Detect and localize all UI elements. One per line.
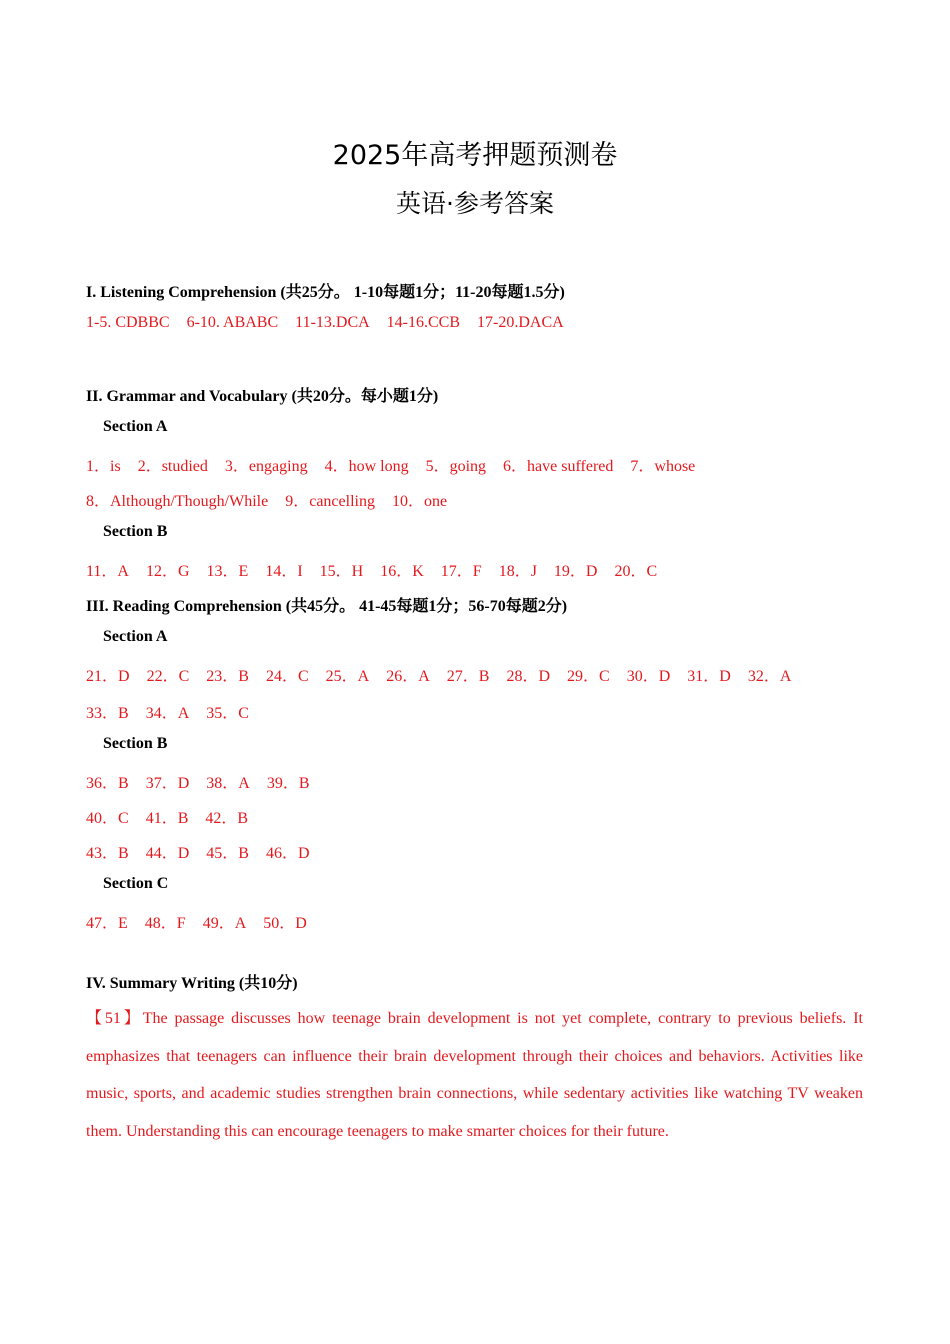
summary-label: 【51】 bbox=[86, 1010, 143, 1027]
answer-item: 7．whose bbox=[630, 458, 696, 475]
answer-item: 22．C bbox=[146, 668, 190, 685]
answer-item: 45．B bbox=[206, 845, 249, 862]
answer-item: 35．C bbox=[206, 705, 249, 722]
answer-item: 38．A bbox=[206, 775, 250, 792]
answer-item: 11．A bbox=[86, 563, 129, 580]
answer-item: 39．B bbox=[266, 775, 310, 792]
answer-item: 24．C bbox=[265, 668, 309, 685]
part1-heading: I. Listening Comprehension (共25分。 1-10每题1分；11-20每题1.5分) bbox=[86, 284, 565, 301]
answer-item: 33．B bbox=[86, 705, 129, 722]
answer-item: 14-16.CCB bbox=[386, 314, 461, 331]
answer-item: 34．A bbox=[145, 705, 190, 722]
answer-item: 9．cancelling bbox=[285, 493, 375, 510]
answer-item: 31．D bbox=[687, 668, 731, 685]
part3-section-b-row3 bbox=[86, 840, 327, 863]
answer-item: 49．A bbox=[202, 915, 247, 932]
answer-item: 1-5. CDBBC bbox=[86, 314, 170, 331]
answer-item: 32．A bbox=[747, 668, 792, 685]
part1-answers bbox=[86, 314, 581, 332]
part4-heading: IV. Summary Writing (共10分) bbox=[86, 975, 298, 992]
summary-text: The passage discusses how teenage brain development is not yet complete, contrary to previous beliefs. It emphasizes that teenagers can influence their brain development through their choices and behaviors. Activities like music, sports, and academic studies strengthen brain connections, while sedentary activities like watching TV weaken them. Understanding this can encourage teenagers to make smarter choices for their future. bbox=[86, 1010, 863, 1140]
answer-item: 12．G bbox=[145, 563, 190, 580]
answer-item: 26．A bbox=[386, 668, 430, 685]
answer-item: 17-20.DACA bbox=[477, 314, 564, 331]
answer-item: 16．K bbox=[380, 563, 424, 580]
part3-section-a-label: Section A bbox=[103, 628, 168, 645]
answer-item: 3．engaging bbox=[224, 458, 308, 475]
part3-section-c-row1 bbox=[86, 910, 324, 933]
answer-item: 40．C bbox=[86, 810, 129, 827]
part3-section-c-label: Section C bbox=[103, 875, 169, 892]
answer-item: 6．have suffered bbox=[503, 458, 614, 475]
answer-item: 1．is bbox=[86, 458, 121, 475]
answer-item: 20．C bbox=[614, 563, 658, 580]
answer-item: 28．D bbox=[506, 668, 550, 685]
answer-item: 41．B bbox=[145, 810, 189, 827]
answer-item: 21．D bbox=[86, 668, 130, 685]
part3-section-b-label: Section B bbox=[103, 735, 168, 752]
answer-item: 27．B bbox=[446, 668, 490, 685]
document-title: 2025年高考押题预测卷 bbox=[332, 140, 618, 171]
answer-item: 50．D bbox=[263, 915, 307, 932]
part3-heading: III. Reading Comprehension (共45分。 41-45每题1分；56-70每题2分) bbox=[86, 598, 568, 615]
answer-item: 6-10. ABABC bbox=[186, 314, 279, 331]
answer-item: 25．A bbox=[325, 668, 370, 685]
answer-item: 15．H bbox=[319, 563, 364, 580]
part2-section-b-label: Section B bbox=[103, 523, 168, 540]
answer-item: 17．F bbox=[440, 563, 482, 580]
answer-item: 43．B bbox=[86, 845, 129, 862]
answer-item: 46．D bbox=[265, 845, 310, 862]
summary-answer bbox=[86, 1000, 863, 1150]
document-subtitle: 英语·参考答案 bbox=[396, 189, 554, 218]
answer-item: 48．F bbox=[144, 915, 186, 932]
answer-item: 10．one bbox=[391, 493, 448, 510]
answer-item: 37．D bbox=[145, 775, 190, 792]
answer-item: 42．B bbox=[205, 810, 249, 827]
answer-item: 14．I bbox=[265, 563, 303, 580]
part2-section-a-row1 bbox=[86, 453, 712, 476]
part2-heading: II. Grammar and Vocabulary (共20分。每小题1分) bbox=[86, 388, 439, 405]
answer-item: 18．J bbox=[498, 563, 537, 580]
answer-item: 8．Although/Though/While bbox=[86, 493, 269, 510]
part2-section-b-row1 bbox=[86, 558, 674, 581]
part3-section-a-row1 bbox=[86, 663, 808, 686]
answer-item: 44．D bbox=[145, 845, 190, 862]
answer-item: 19．D bbox=[553, 563, 598, 580]
answer-item: 13．E bbox=[206, 563, 249, 580]
answer-item: 47．E bbox=[86, 915, 128, 932]
answer-item: 11-13.DCA bbox=[295, 314, 370, 331]
part2-section-a-row2 bbox=[86, 488, 464, 511]
answer-item: 29．C bbox=[567, 668, 610, 685]
answer-item: 23．B bbox=[206, 668, 249, 685]
part3-section-b-row1 bbox=[86, 770, 327, 793]
part2-section-a-label: Section A bbox=[103, 418, 168, 435]
part3-section-b-row2 bbox=[86, 805, 265, 828]
answer-item: 5．going bbox=[425, 458, 487, 475]
part3-section-a-row2 bbox=[86, 700, 266, 723]
answer-item: 4．how long bbox=[324, 458, 409, 475]
answer-item: 36．B bbox=[86, 775, 129, 792]
answer-item: 2．studied bbox=[137, 458, 208, 475]
answer-item: 30．D bbox=[626, 668, 671, 685]
